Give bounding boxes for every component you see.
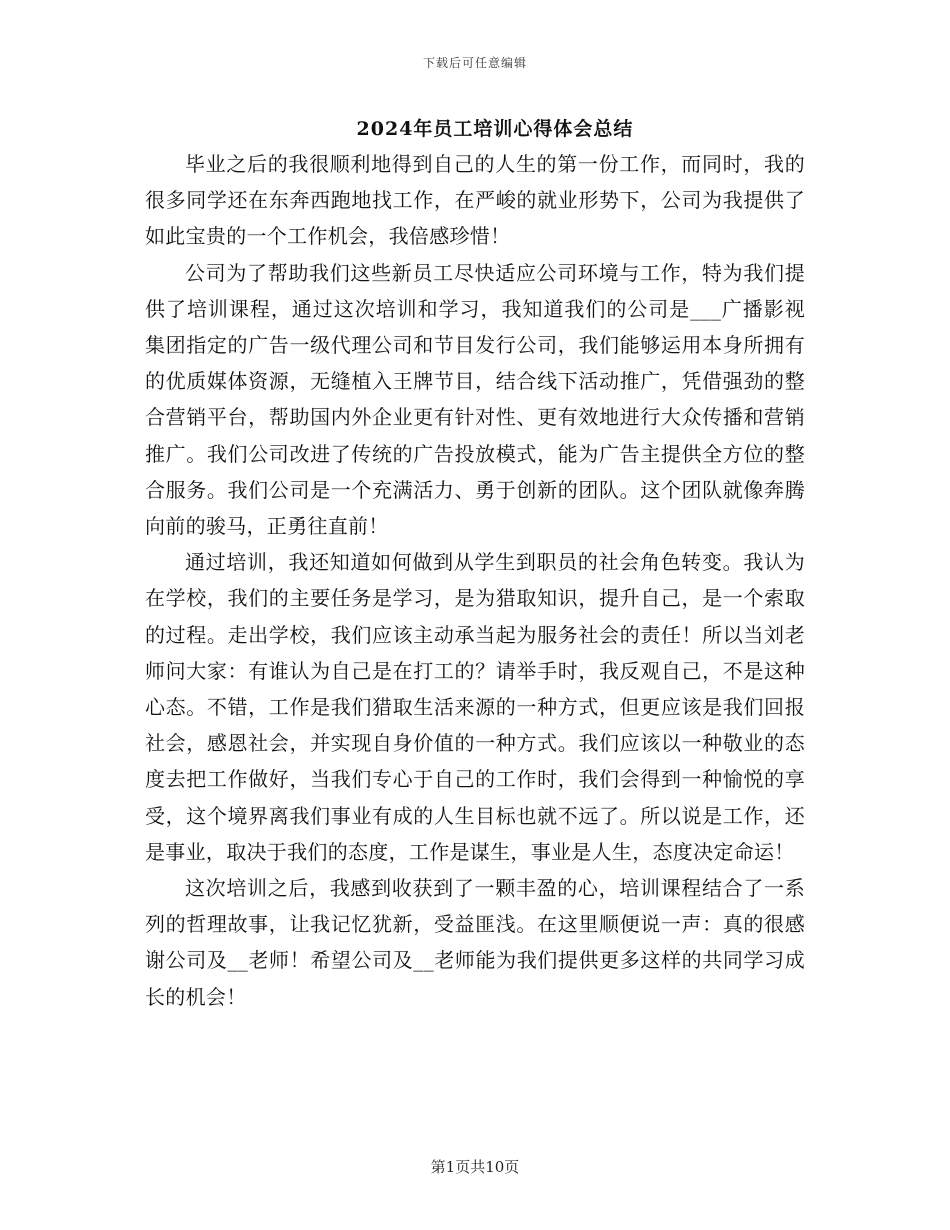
header-note: 下载后可任意编辑 bbox=[422, 56, 527, 70]
paragraph-1: 毕业之后的我很顺利地得到自己的人生的第一份工作，而同时，我的很多同学还在东奔西跑地找工作，在严峻的就业形势下，公司为我提供了如此宝贵的一个工作机会，我倍感珍惜！ bbox=[145, 152, 805, 249]
document-body bbox=[145, 146, 805, 1015]
paragraph-4: 这次培训之后，我感到收获到了一颗丰盈的心，培训课程结合了一系列的哲理故事，让我记忆犹新，受益匪浅。在这里顺便说一声：真的很感谢公司及__老师！希望公司及__老师能为我们提供更多这样的共同学习成长的机会！ bbox=[145, 876, 805, 1009]
page-number: 第1页共10页 bbox=[430, 1158, 520, 1176]
paragraph-2: 公司为了帮助我们这些新员工尽快适应公司环境与工作，特为我们提供了培训课程，通过这次培训和学习，我知道我们的公司是___广播影视集团指定的广告一级代理公司和节目发行公司，我们能够运用本身所拥有的优质媒体资源，无缝植入王牌节目，结合线下活动推广，凭借强劲的整合营销平台，帮助国内外企业更有针对性、更有效地进行大众传播和营销推广。我们公司改进了传统的广告投放模式，能为广告主提供全方位的整合服务。我们公司是一个充满活力、勇于创新的团队。这个团队就像奔腾向前的骏马，正勇往直前！ bbox=[145, 260, 805, 539]
document-title: 2024年员工培训心得体会总结 bbox=[356, 118, 634, 140]
paragraph-3: 通过培训，我还知道如何做到从学生到职员的社会角色转变。我认为在学校，我们的主要任务是学习，是为猎取知识，提升自己，是一个索取的过程。走出学校，我们应该主动承当起为服务社会的责任！所以当刘老师问大家：有谁认为自己是在打工的？请举手时，我反观自己，不是这种心态。不错，工作是我们猎取生活来源的一种方式，但更应该是我们回报社会，感恩社会，并实现自身价值的一种方式。我们应该以一种敬业的态度去把工作做好，当我们专心于自己的工作时，我们会得到一种愉悦的享受，这个境界离我们事业有成的人生目标也就不远了。所以说是工作，还是事业，取决于我们的态度，工作是谋生，事业是人生，态度决定命运！ bbox=[145, 550, 805, 864]
